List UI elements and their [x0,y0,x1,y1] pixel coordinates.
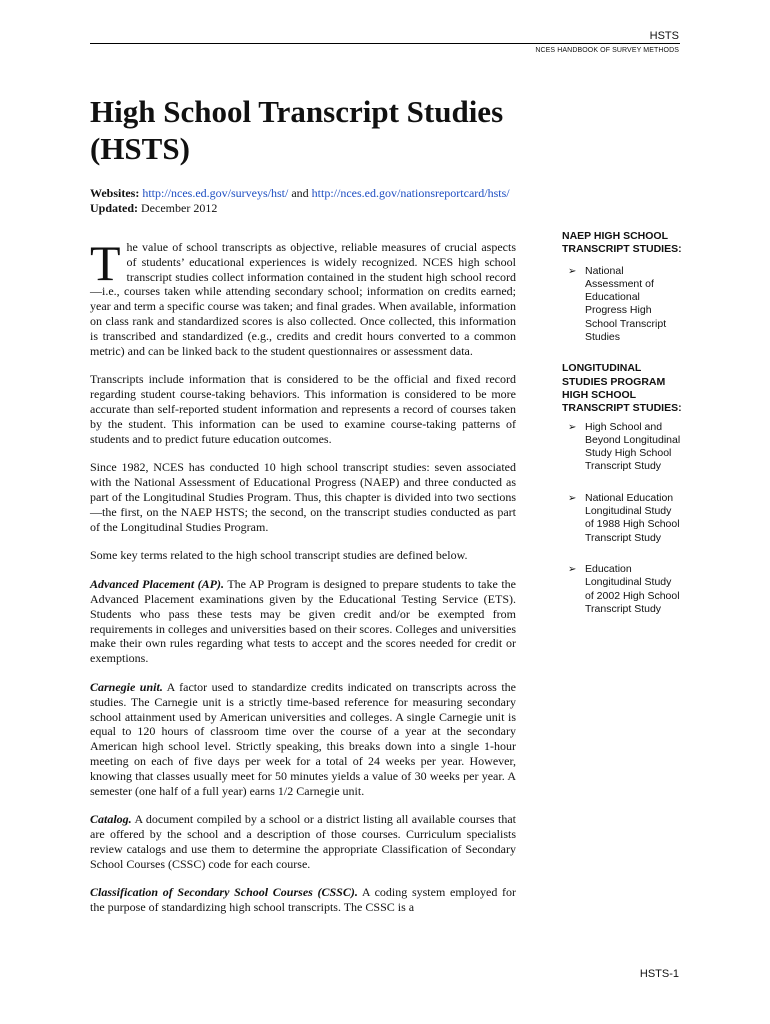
websites-line [90,186,550,201]
sidebar-item [562,492,682,545]
term-cssc [90,885,516,915]
paragraph-history: Since 1982, NCES has conducted 10 high school transcript studies: seven associated with the National Assessment of Educational Progress (NAEP) and three conducted as part of the Longitudinal Studies Program. Thus, this chapter is divided into two sections—the first, on the NAEP HSTS; the second, on the transcript studies conducted as part of the Longitudinal Studies Program. [90,460,516,534]
term-definition: A document compiled by a school or a district listing all available courses that are offered by the school and a description of those courses. Curriculum specialists review catalogs and use them to determine the appropriate Classification of Secondary School Courses (CSSC) code for each course. [90,812,516,871]
meta-block [90,186,550,216]
term-advanced-placement [90,577,516,666]
sidebar-item [562,265,682,345]
sidebar-section-longitudinal [562,362,682,616]
page-title: High School Transcript Studies (HSTS) [90,94,504,166]
sidebar-item-label: High School and Beyond Longitudinal Study High School Transcript Study [585,420,681,473]
and-text: and [291,186,309,200]
sidebar-heading-naep: NAEP HIGH SCHOOL TRANSCRIPT STUDIES: [562,230,682,256]
arrow-bullet-icon: ➢ [568,492,577,504]
intro-paragraph [90,235,516,358]
intro-text: he value of school transcripts as objective, reliable measures of crucial aspects of students’ educational experiences is widely recognized. NCES high school transcript studies collect information contained in the student high school record—i.e., courses taken while attending secondary school; information on credits earned; year and term a specific course was taken; and final grades. When available, information on class rank and standardized scores is also collected. Once collected, this information is transcribed and standardized (e.g., credits and credit hours converted to a common metric) and can be linked back to the student questionnaires or assessment data. [90,240,516,358]
arrow-bullet-icon: ➢ [568,563,577,575]
website-link-nationsreportcard[interactable]: http://nces.ed.gov/nationsreportcard/hsts/ [311,186,510,200]
websites-label: Websites: [90,186,140,200]
page-number: HSTS-1 [639,968,679,980]
updated-label: Updated: [90,201,139,215]
sidebar-item [562,421,682,474]
sidebar-item [562,563,682,616]
updated-value: December 2012 [141,201,218,215]
sidebar-item-label: National Education Longitudinal Study of 1988 High School Transcript Study [585,491,680,544]
sidebar-item-label: National Assessment of Educational Progress High School Transcript Studies [585,264,667,344]
sidebar-section-naep [562,230,682,344]
term-carnegie-unit [90,680,516,798]
updated-line [90,201,550,216]
sidebar-list-longitudinal [562,421,682,617]
running-header-title: HSTS [649,30,679,42]
arrow-bullet-icon: ➢ [568,265,577,277]
sidebar [562,230,682,634]
arrow-bullet-icon: ➢ [568,421,577,433]
header-rule [90,43,680,44]
sidebar-list-naep [562,265,682,345]
term-label: Advanced Placement (AP). [90,577,225,592]
term-label: Classification of Secondary School Courses (CSSC). [90,885,358,900]
sidebar-heading-longitudinal: LONGITUDINAL STUDIES PROGRAM HIGH SCHOOL TRANSCRIPT STUDIES: [562,362,682,415]
website-link-hst[interactable]: http://nces.ed.gov/surveys/hst/ [142,186,289,200]
drop-cap: T [90,235,121,291]
main-text [90,235,517,929]
term-definition: A factor used to standardize credits indicated on transcripts across the studies. The Carnegie unit is a strictly time-based reference for measuring secondary school attainment used by American universities and colleges. A single Carnegie unit is equal to 120 hours of classroom time over the course of a year at the secondary American high school level. Strictly speaking, this breaks down into a single 1-hour meeting on each of five days per week for a total of 24 weeks per year. However, knowing that classes usually meet for 50 minutes yields a value of 30 weeks per year. A semester (one half of a full year) earns 1/2 Carnegie unit. [90,679,516,798]
paragraph-key-terms: Some key terms related to the high school transcript studies are defined below. [90,548,468,563]
term-catalog [90,812,516,871]
sidebar-item-label: Education Longitudinal Study of 2002 High School Transcript Study [585,562,680,615]
term-definition: A coding system employed for the purpose of standardizing high school transcripts. The CSSC is a [90,885,517,915]
term-label: Catalog. [90,812,132,827]
running-header-subtitle: NCES HANDBOOK OF SURVEY METHODS [535,47,679,54]
term-label: Carnegie unit. [90,679,163,694]
paragraph-transcripts: Transcripts include information that is considered to be the official and fixed record regarding student course-taking behaviors. This information is considered to be more accurate than self-reported student information and represents a record of courses taken by the student. This information can be used to examine course-taking patterns of students and to predict future education outcomes. [90,372,516,446]
term-definition: The AP Program is designed to prepare students to take the Advanced Placement examinations given by the Educational Testing Service (ETS). Students who pass these tests may be given credit and/or be exempted from requirements in colleges and universities based on their scores. Colleges and universities make their own rules regarding what tests to accept and the scores needed for credit or exemptions. [90,577,517,666]
